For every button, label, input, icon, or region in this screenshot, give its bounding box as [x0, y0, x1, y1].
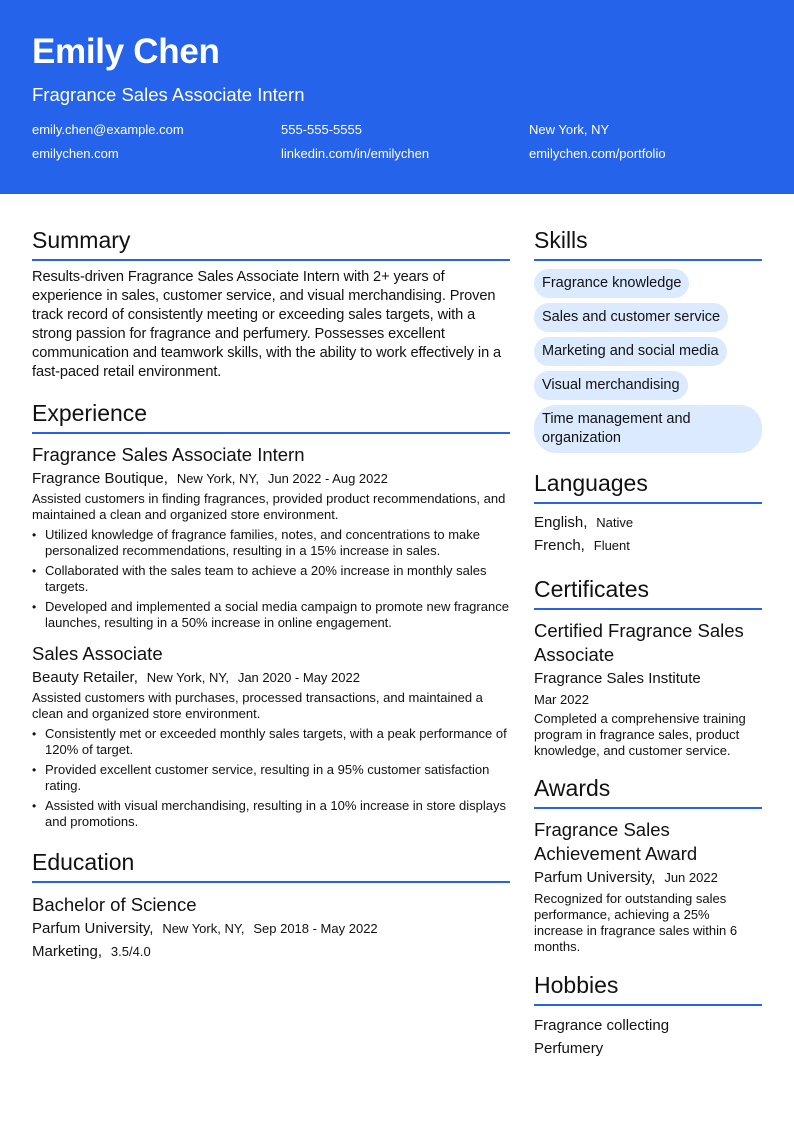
summary-text: Results-driven Fragrance Sales Associate Intern with 2+ years of experience in sales, customer service, and visual merchandising. Proven track record of consistently meeting or exceeding sales targets, with a strong passion for fragrance and perfumery. Possesses excellent communication and teamwork skills, with the ability to work effectively in a fast-paced retail environment.	[32, 269, 502, 380]
main-column	[32, 225, 510, 962]
education-heading: Education	[32, 847, 510, 883]
job-meta	[32, 668, 510, 688]
school-name: Parfum University,	[32, 920, 154, 937]
company-name: Beauty Retailer,	[32, 669, 138, 686]
job-title: Fragrance Sales Associate Intern	[32, 444, 305, 465]
languages-section	[534, 468, 762, 557]
certificate-issuer: Fragrance Sales Institute	[534, 670, 701, 687]
list-item: • Collaborated with the sales team to achieve a 20% increase in monthly sales targets.	[32, 563, 510, 595]
awards-section	[534, 773, 762, 955]
summary-heading: Summary	[32, 225, 510, 261]
education-dates: Sep 2018 - May 2022	[253, 921, 378, 936]
location-text: New York, NY	[529, 122, 610, 137]
language-name: English,	[534, 514, 588, 531]
candidate-name: Emily Chen	[32, 32, 220, 71]
website-link[interactable]: emilychen.com	[32, 146, 119, 161]
list-item: • Developed and implemented a social media campaign to promote new fragrance launches, resulting in a 50% increase in online engagement.	[32, 599, 510, 631]
resume-header	[0, 0, 794, 194]
summary-section	[32, 225, 510, 382]
list-item: • Provided excellent customer service, resulting in a 95% customer satisfaction rating.	[32, 762, 510, 794]
skill-tag: Sales and customer service	[534, 303, 728, 332]
email-link[interactable]: emily.chen@example.com	[32, 122, 184, 137]
job-meta	[32, 469, 510, 489]
education-major	[32, 942, 510, 962]
language-level: Native	[596, 515, 634, 530]
language-name: French,	[534, 537, 585, 554]
list-item: Fragrance collecting	[534, 1017, 670, 1034]
job-dates: Jun 2022 - Aug 2022	[267, 471, 388, 486]
degree-title: Bachelor of Science	[32, 894, 197, 915]
phone-number[interactable]: 555-555-5555	[281, 122, 362, 137]
job-location: New York, NY,	[146, 670, 229, 685]
job-description: Assisted customers in finding fragrances, provided product recommendations, and maintained a clean and organized store environment.	[32, 491, 506, 522]
linkedin-link[interactable]: linkedin.com/in/emilychen	[281, 146, 430, 161]
list-item: • Consistently met or exceeded monthly sales targets, with a peak performance of 120% of target.	[32, 726, 510, 758]
portfolio-link[interactable]: emilychen.com/portfolio	[529, 146, 666, 161]
language-row	[534, 534, 762, 557]
job-description: Assisted customers with purchases, processed transactions, and maintained a clean and organized store environment.	[32, 690, 483, 721]
awards-heading: Awards	[534, 773, 762, 809]
major-name: Marketing,	[32, 943, 103, 960]
list-item: • Utilized knowledge of fragrance families, notes, and concentrations to make personalized recommendations, resulting in a 15% increase in sales.	[32, 527, 510, 559]
award-date: Jun 2022	[664, 870, 718, 885]
certificates-heading: Certificates	[534, 574, 762, 610]
gpa-value: 3.5/4.0	[110, 944, 151, 959]
job-title: Sales Associate	[32, 643, 163, 664]
certificate-description: Completed a comprehensive training program in fragrance sales, product knowledge, and customer service.	[534, 711, 746, 758]
skills-heading: Skills	[534, 225, 762, 261]
education-section	[32, 847, 510, 962]
hobbies-section	[534, 970, 762, 1060]
job-location: New York, NY,	[176, 471, 259, 486]
skill-tag: Visual merchandising	[534, 371, 688, 400]
language-level: Fluent	[593, 538, 630, 553]
list-item: • Assisted with visual merchandising, resulting in a 10% increase in store displays and promotions.	[32, 798, 510, 830]
skill-tag: Fragrance knowledge	[534, 269, 689, 298]
experience-section	[32, 398, 510, 830]
school-location: New York, NY,	[162, 921, 245, 936]
sidebar-column	[534, 225, 762, 1060]
experience-heading: Experience	[32, 398, 510, 434]
job-entry	[32, 443, 510, 631]
job-bullets	[32, 527, 510, 631]
job-entry	[32, 642, 510, 830]
award-meta	[534, 868, 762, 888]
candidate-title: Fragrance Sales Associate Intern	[32, 84, 305, 105]
skill-tag: Time management and organization	[534, 405, 762, 453]
list-item: Perfumery	[534, 1040, 604, 1057]
company-name: Fragrance Boutique,	[32, 470, 168, 487]
education-meta	[32, 919, 510, 939]
certificates-section	[534, 574, 762, 759]
certificate-date: Mar 2022	[534, 692, 589, 707]
hobbies-heading: Hobbies	[534, 970, 762, 1006]
award-title: Fragrance Sales Achievement Award	[534, 819, 698, 864]
languages-heading: Languages	[534, 468, 762, 504]
skill-tag: Marketing and social media	[534, 337, 727, 366]
language-row	[534, 511, 762, 534]
skills-list	[534, 269, 762, 453]
award-description: Recognized for outstanding sales performance, achieving a 25% increase in fragrance sales within 6 months.	[534, 891, 738, 954]
job-dates: Jan 2020 - May 2022	[237, 670, 360, 685]
skills-section	[534, 225, 762, 453]
certificate-title: Certified Fragrance Sales Associate	[534, 620, 744, 665]
job-bullets	[32, 726, 510, 830]
award-issuer: Parfum University,	[534, 869, 656, 886]
